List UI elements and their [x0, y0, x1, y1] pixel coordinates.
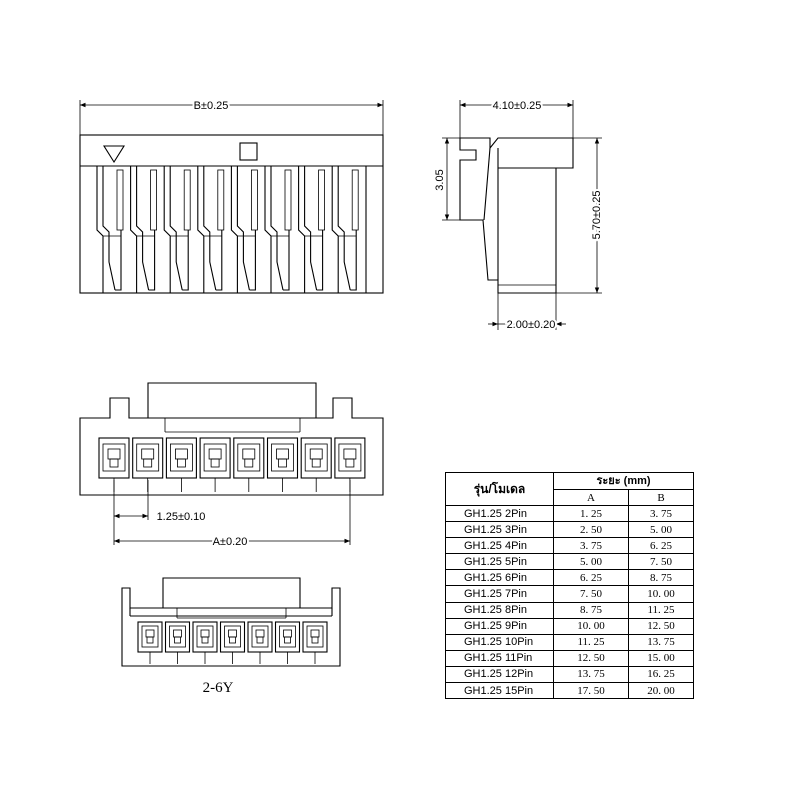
pin1-triangle-icon [104, 146, 124, 162]
value-a-cell: 11. 25 [554, 634, 629, 650]
value-b-cell: 8. 75 [629, 570, 694, 586]
spec-table-body [446, 506, 694, 699]
table-row [446, 586, 694, 602]
value-b-cell: 10. 00 [629, 586, 694, 602]
table-row [446, 618, 694, 634]
variant-pin [221, 622, 245, 664]
value-b-cell: 11. 25 [629, 602, 694, 618]
variant-pin [276, 622, 300, 664]
table-row [446, 634, 694, 650]
variant-label: 2-6Y [202, 680, 234, 696]
value-b-cell: 7. 50 [629, 554, 694, 570]
table-row [446, 506, 694, 522]
value-a-cell: 13. 75 [554, 666, 629, 682]
table-row [446, 650, 694, 666]
table-row [446, 522, 694, 538]
dim-depth-label: 4.10±0.25 [492, 100, 542, 112]
top-pin [268, 438, 298, 492]
value-a-cell: 10. 00 [554, 618, 629, 634]
front-contact [198, 166, 224, 293]
model-cell: GH1.25 12Pin [446, 666, 554, 682]
top-pin [200, 438, 230, 492]
front-contacts [97, 166, 366, 293]
value-b-cell: 16. 25 [629, 666, 694, 682]
polarity-square-icon [240, 143, 257, 160]
model-cell: GH1.25 11Pin [446, 650, 554, 666]
model-cell: GH1.25 8Pin [446, 602, 554, 618]
header-range: ระยะ (mm) [554, 473, 694, 490]
header-col-b: B [629, 490, 694, 506]
value-b-cell: 20. 00 [629, 683, 694, 699]
side-view [434, 100, 603, 331]
variant-pin [138, 622, 162, 664]
value-b-cell: 12. 50 [629, 618, 694, 634]
top-pin [166, 438, 196, 492]
front-contact [97, 166, 123, 293]
value-a-cell: 7. 50 [554, 586, 629, 602]
value-a-cell: 2. 50 [554, 522, 629, 538]
value-a-cell: 1. 25 [554, 506, 629, 522]
model-cell: GH1.25 4Pin [446, 538, 554, 554]
variant-pin [303, 622, 327, 664]
model-cell: GH1.25 6Pin [446, 570, 554, 586]
table-row [446, 538, 694, 554]
dim-bottom-width-label: 2.00±0.20 [506, 319, 556, 331]
value-a-cell: 3. 75 [554, 538, 629, 554]
dim-pitch-label: 1.25±0.10 [156, 511, 206, 523]
value-a-cell: 8. 75 [554, 602, 629, 618]
variant-pin [248, 622, 272, 664]
variant-view-pins [138, 622, 327, 664]
front-contact [164, 166, 190, 293]
table-row [446, 602, 694, 618]
front-contact [299, 166, 325, 293]
model-cell: GH1.25 15Pin [446, 683, 554, 699]
spec-table [445, 472, 694, 699]
model-cell: GH1.25 5Pin [446, 554, 554, 570]
dim-a-label: A±0.20 [212, 536, 248, 548]
top-view-pins [99, 438, 365, 492]
value-a-cell: 5. 00 [554, 554, 629, 570]
model-cell: GH1.25 3Pin [446, 522, 554, 538]
top-view-8pin [80, 383, 383, 548]
front-contact [231, 166, 257, 293]
front-view [80, 100, 383, 293]
model-cell: GH1.25 2Pin [446, 506, 554, 522]
model-cell: GH1.25 7Pin [446, 586, 554, 602]
top-pin [301, 438, 331, 492]
table-row [446, 554, 694, 570]
value-b-cell: 5. 00 [629, 522, 694, 538]
model-cell: GH1.25 9Pin [446, 618, 554, 634]
value-b-cell: 15. 00 [629, 650, 694, 666]
value-a-cell: 6. 25 [554, 570, 629, 586]
dim-total-height-label: 5.70±0.25 [591, 190, 603, 240]
variant-pin [166, 622, 190, 664]
value-a-cell: 12. 50 [554, 650, 629, 666]
header-model: รุ่น/โมเดล [446, 473, 554, 506]
header-col-a: A [554, 490, 629, 506]
value-a-cell: 17. 50 [554, 683, 629, 699]
table-row [446, 570, 694, 586]
value-b-cell: 13. 75 [629, 634, 694, 650]
variant-view [122, 578, 340, 696]
dim-upper-height-label: 3.05 [434, 169, 446, 191]
table-row [446, 683, 694, 699]
dim-b-label: B±0.25 [193, 100, 229, 112]
value-b-cell: 6. 25 [629, 538, 694, 554]
top-pin [234, 438, 264, 492]
table-row [446, 666, 694, 682]
variant-pin [193, 622, 217, 664]
front-contact [131, 166, 157, 293]
value-b-cell: 3. 75 [629, 506, 694, 522]
model-cell: GH1.25 10Pin [446, 634, 554, 650]
front-contact [265, 166, 291, 293]
front-contact [332, 166, 358, 293]
